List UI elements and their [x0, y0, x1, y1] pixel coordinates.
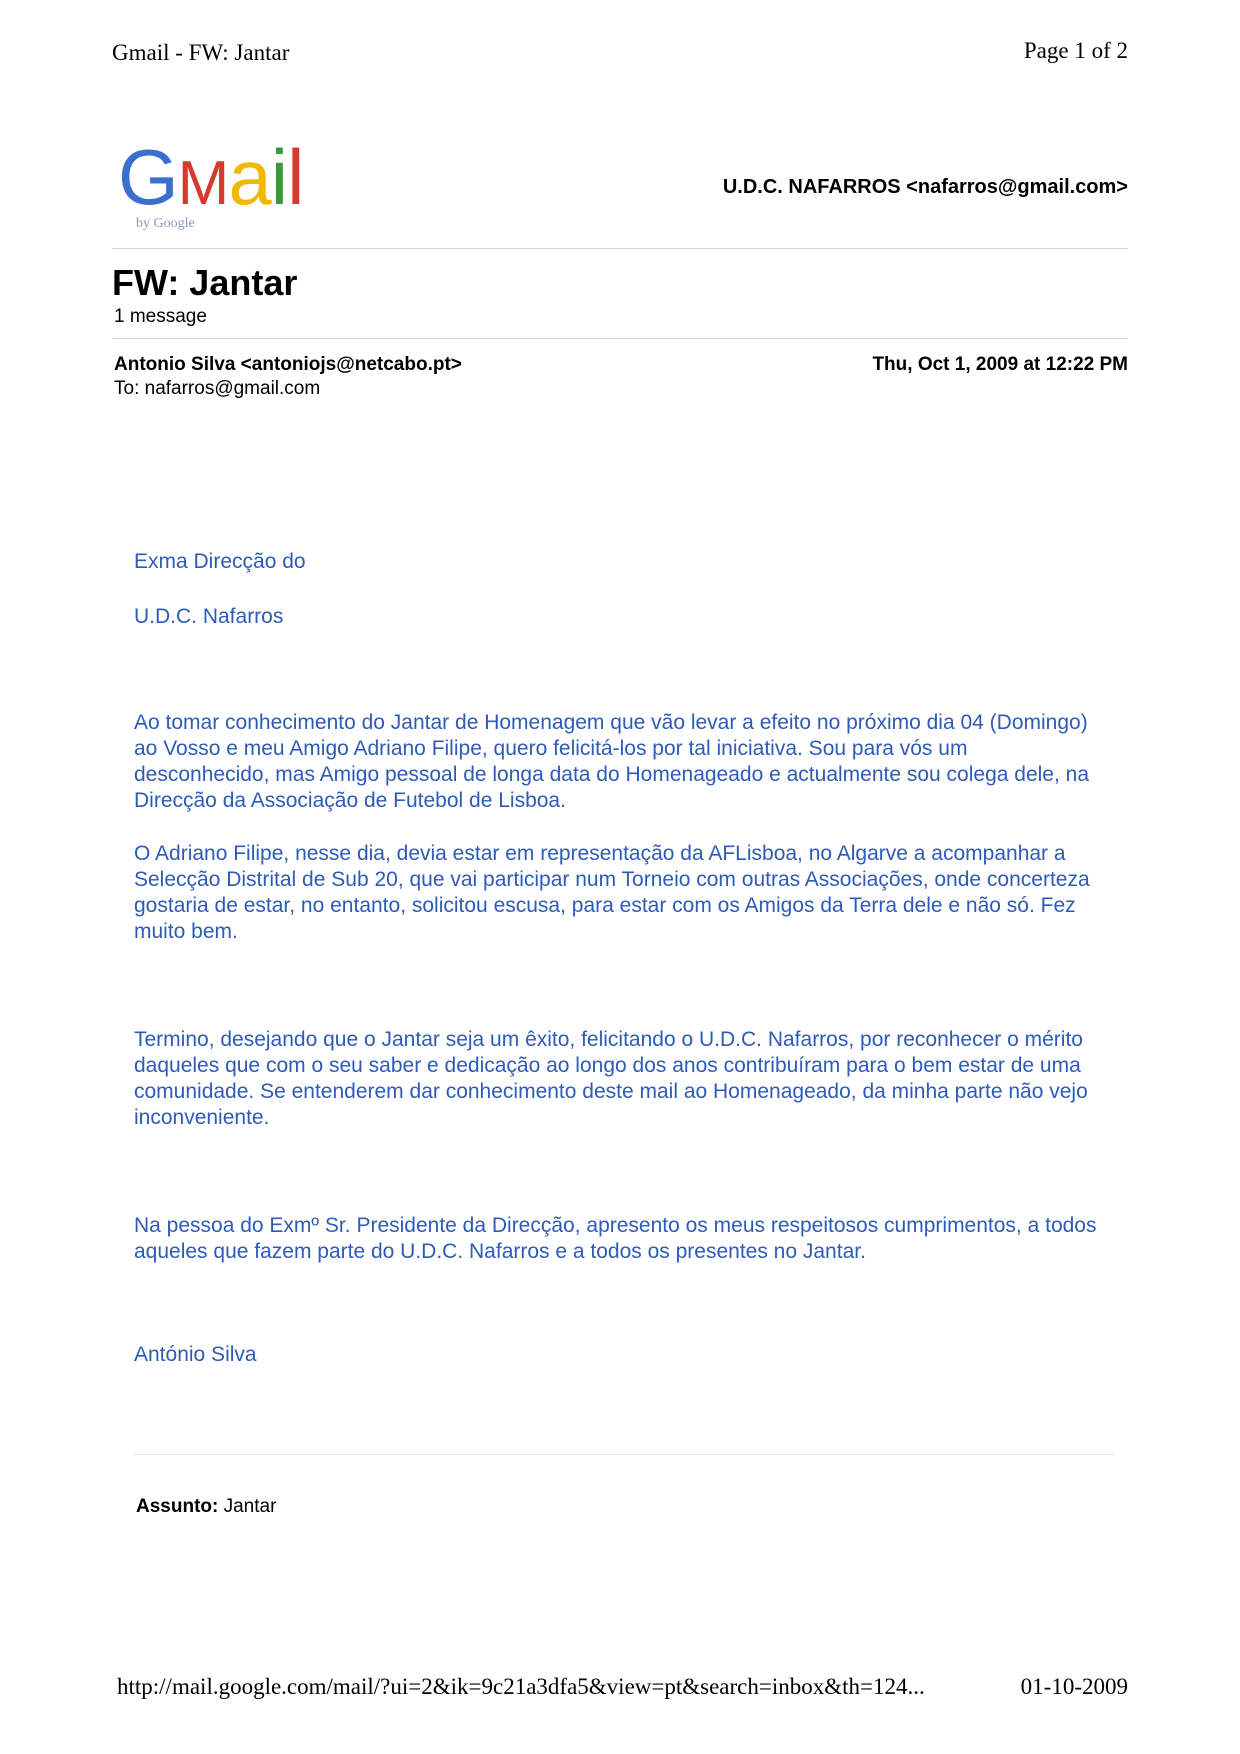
logo-letter: i	[270, 133, 288, 221]
body-paragraph-1: Ao tomar conhecimento do Jantar de Homenagem que vão levar a efeito no próximo dia 04 (Domingo) ao Vosso e meu Amigo Adriano Filipe, quero felicitá-los por tal iniciativa. Sou para vós um desconhecido, mas Amigo pessoal de longa data do Homenageado e actualmente sou colega dele, na Direcção da Associação de Futebol de Lisboa.	[134, 711, 1089, 812]
print-footer-url: http://mail.google.com/mail/?ui=2&ik=9c21a3dfa5&view=pt&search=inbox&th=124...	[117, 1674, 925, 1699]
body-paragraph-3: Termino, desejando que o Jantar seja um êxito, felicitando o U.D.C. Nafarros, por reconhecer o mérito daqueles que com o seu saber e dedicação ao longo dos anos contribuíram para o bem estar de uma comunidade. Se entenderem dar conhecimento deste mail ao Homenageado, da minha parte não vejo inconveniente.	[134, 1028, 1088, 1129]
salutation-line-2: U.D.C. Nafarros	[134, 605, 284, 628]
thread-subject: FW: Jantar	[112, 262, 298, 303]
quoted-subject-value: Jantar	[223, 1496, 277, 1517]
print-page-number: Page 1 of 2	[1023, 38, 1128, 63]
recipient: To: nafarros@gmail.com	[114, 378, 321, 399]
quoted-subject-label: Assunto:	[136, 1496, 219, 1517]
print-footer-date: 01-10-2009	[1020, 1674, 1128, 1699]
logo-letter: M	[177, 149, 229, 218]
quote-divider	[134, 1454, 1114, 1455]
quoted-subject-line	[136, 1496, 276, 1518]
account-address: U.D.C. NAFARROS <nafarros@gmail.com>	[722, 176, 1128, 198]
gmail-wordmark	[118, 133, 328, 223]
logo-letter: l	[287, 133, 304, 221]
gmail-logo[interactable]	[118, 133, 328, 238]
logo-letter: a	[228, 133, 271, 221]
body-paragraph-2: O Adriano Filipe, nesse dia, devia estar em representação da AFLisboa, no Algarve a acompanhar a Selecção Distrital de Sub 20, que vai participar num Torneio com outras Associações, onde concerteza gostaria de estar, no entanto, solicitou escusa, para estar com os Amigos da Terra dele e não só. Fez muito bem.	[134, 842, 1090, 943]
print-header-title: Gmail - FW: Jantar	[112, 40, 290, 65]
body-paragraph-4: Na pessoa do Exmº Sr. Presidente da Direcção, apresento os meus respeitosos cumprimentos, a todos aqueles que fazem parte do U.D.C. Nafarros e a todos os presentes no Jantar.	[134, 1214, 1097, 1263]
logo-byline: by Google	[136, 216, 195, 231]
header-divider	[112, 248, 1128, 249]
salutation-line-1: Exma Direcção do	[134, 550, 306, 573]
sender: Antonio Silva <antoniojs@netcabo.pt>	[114, 354, 462, 375]
thread-divider	[112, 338, 1128, 339]
logo-letter: G	[118, 133, 178, 221]
message-count: 1 message	[114, 306, 207, 327]
message-date: Thu, Oct 1, 2009 at 12:22 PM	[872, 354, 1128, 375]
signature: António Silva	[134, 1343, 257, 1366]
